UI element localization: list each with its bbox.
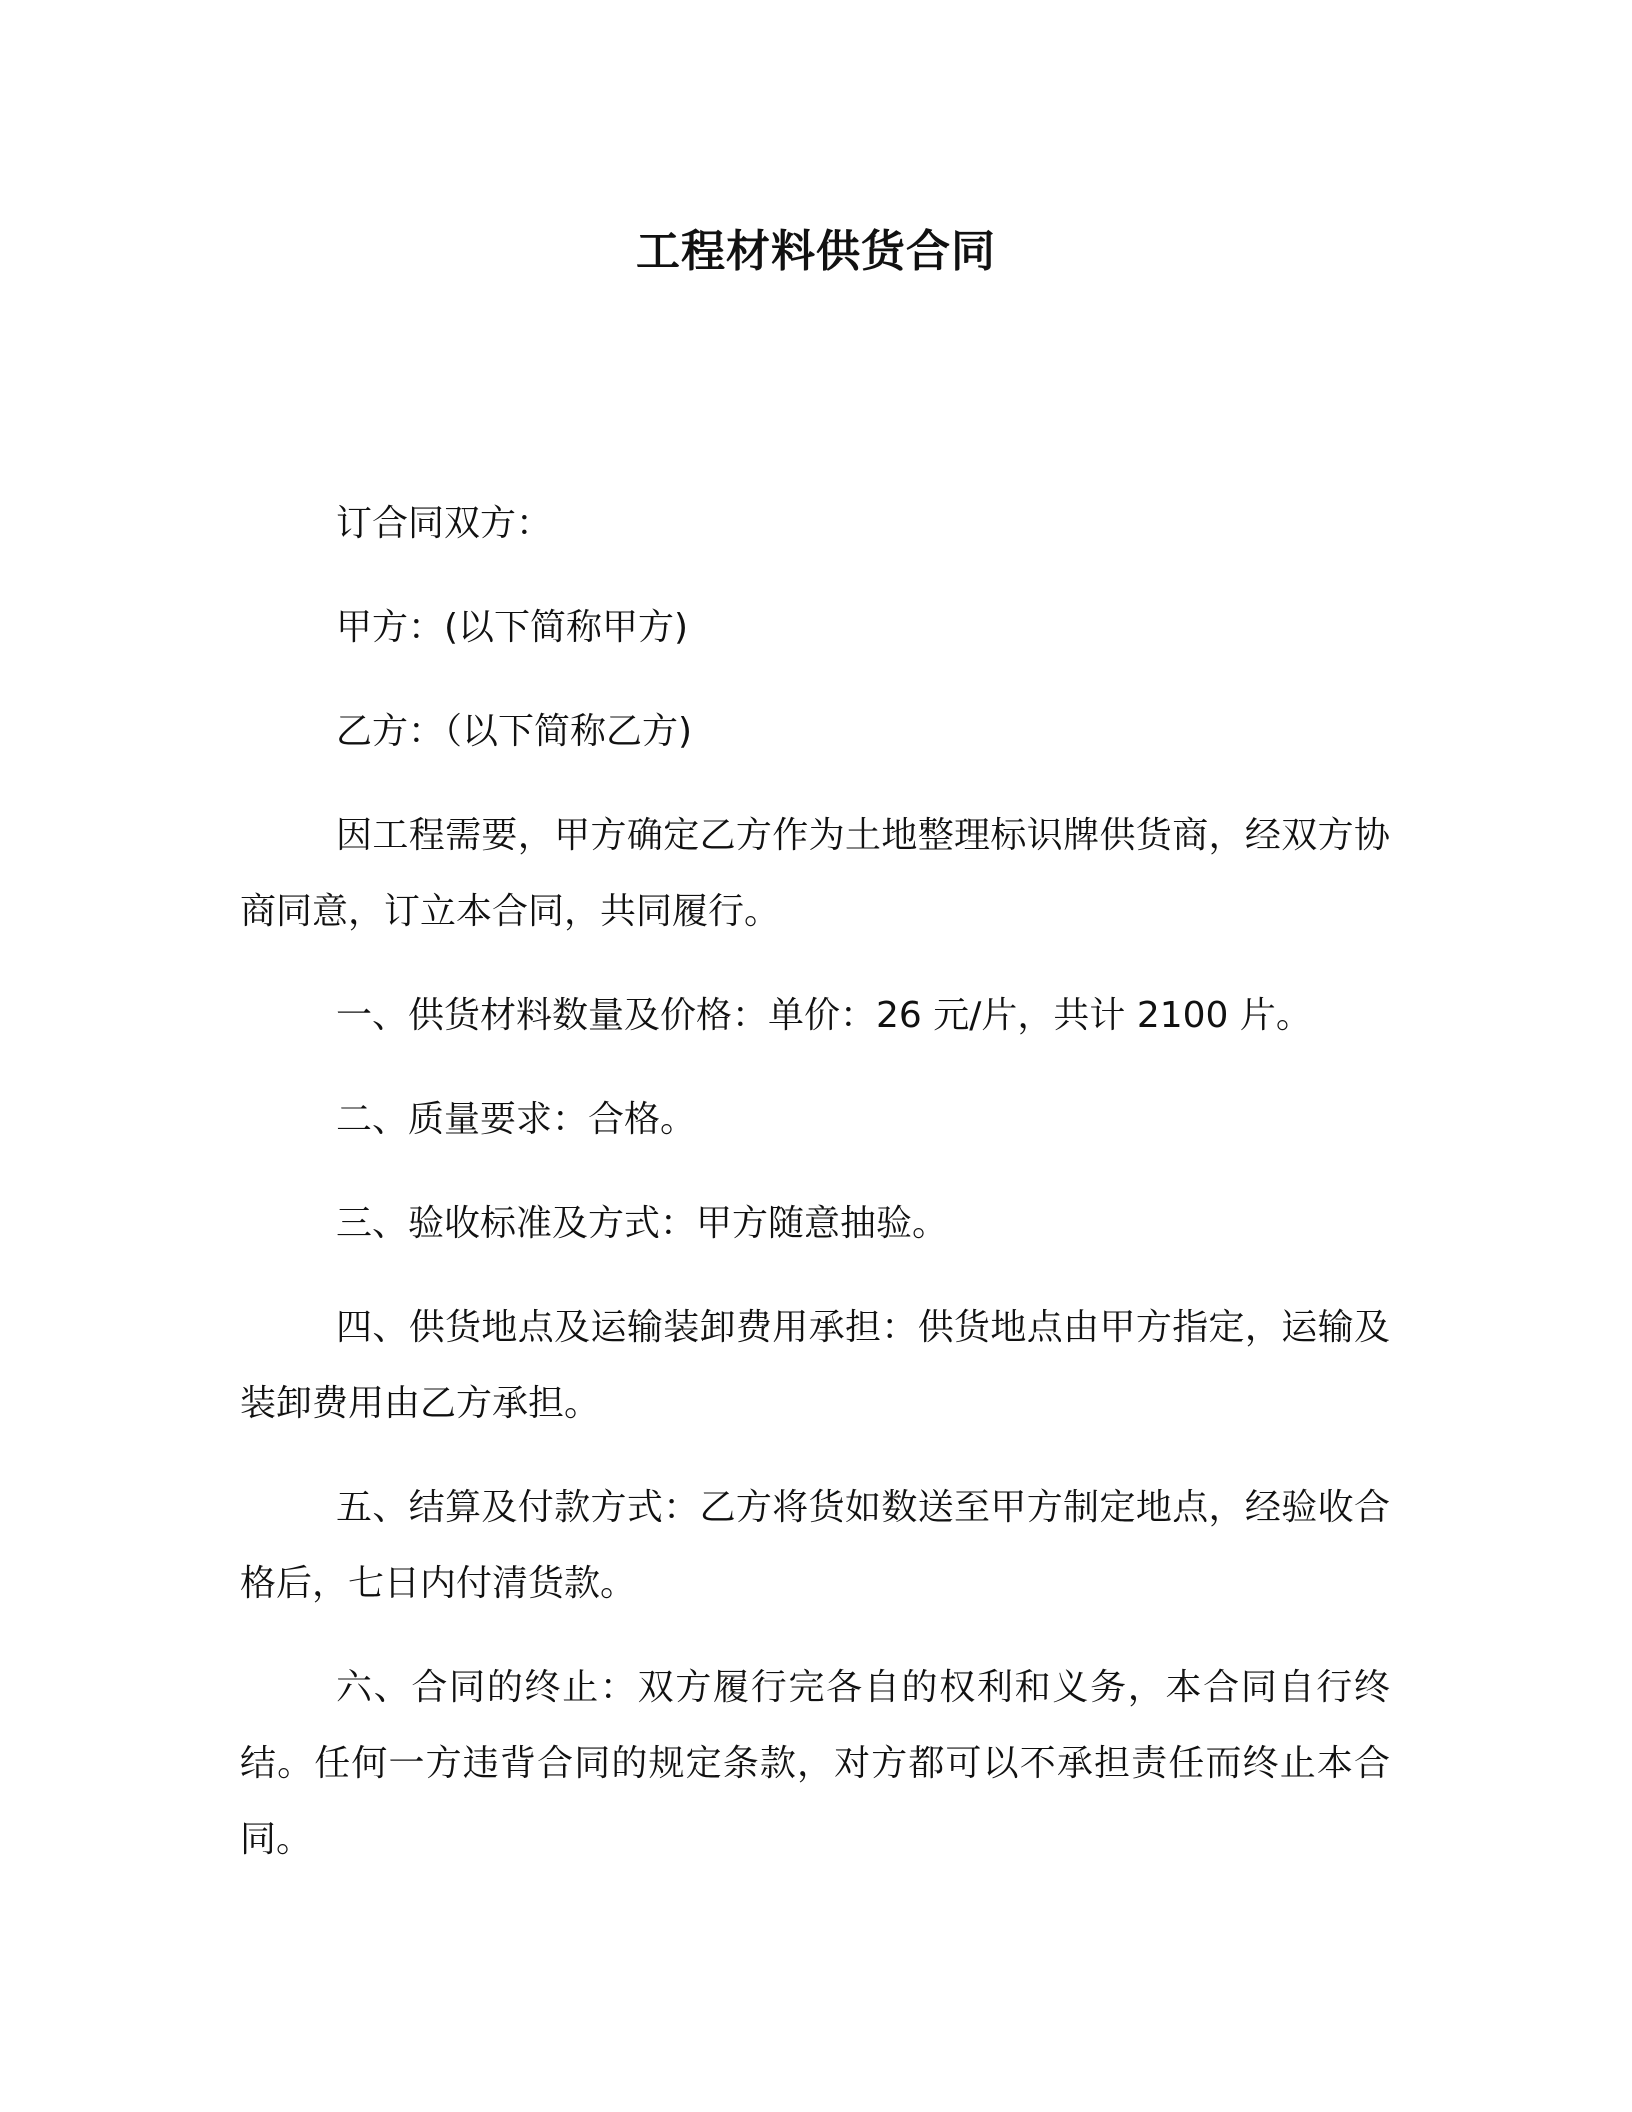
paragraph-party-a: 甲方：(以下简称甲方) — [336, 607, 689, 648]
paragraph-clause-6: 六、合同的终止：双方履行完各自的权利和义务，本合同自行终结。任何一方违背合同的规定条款，对方都可以不承担责任而终止本合同。 — [240, 1667, 1390, 1860]
document-title: 工程材料供货合同 — [636, 226, 996, 277]
paragraph-intro: 因工程需要，甲方确定乙方作为土地整理标识牌供货商，经双方协商同意，订立本合同，共同履行。 — [240, 815, 1390, 932]
paragraph-clause-5: 五、结算及付款方式：乙方将货如数送至甲方制定地点，经验收合格后，七日内付清货款。 — [240, 1487, 1390, 1604]
paragraph-clause-4: 四、供货地点及运输装卸费用承担：供货地点由甲方指定，运输及装卸费用由乙方承担。 — [240, 1307, 1390, 1424]
paragraph-clause-1: 一、供货材料数量及价格：单价：26 元/片，共计 2100 片。 — [336, 995, 1312, 1036]
paragraph-contract-parties: 订合同双方： — [336, 503, 553, 544]
paragraph-party-b: 乙方：（以下简称乙方) — [336, 711, 693, 752]
paragraph-clause-3: 三、验收标准及方式：甲方随意抽验。 — [336, 1203, 949, 1244]
paragraph-clause-2: 二、质量要求：合格。 — [336, 1099, 697, 1140]
document-body — [240, 486, 1390, 1906]
